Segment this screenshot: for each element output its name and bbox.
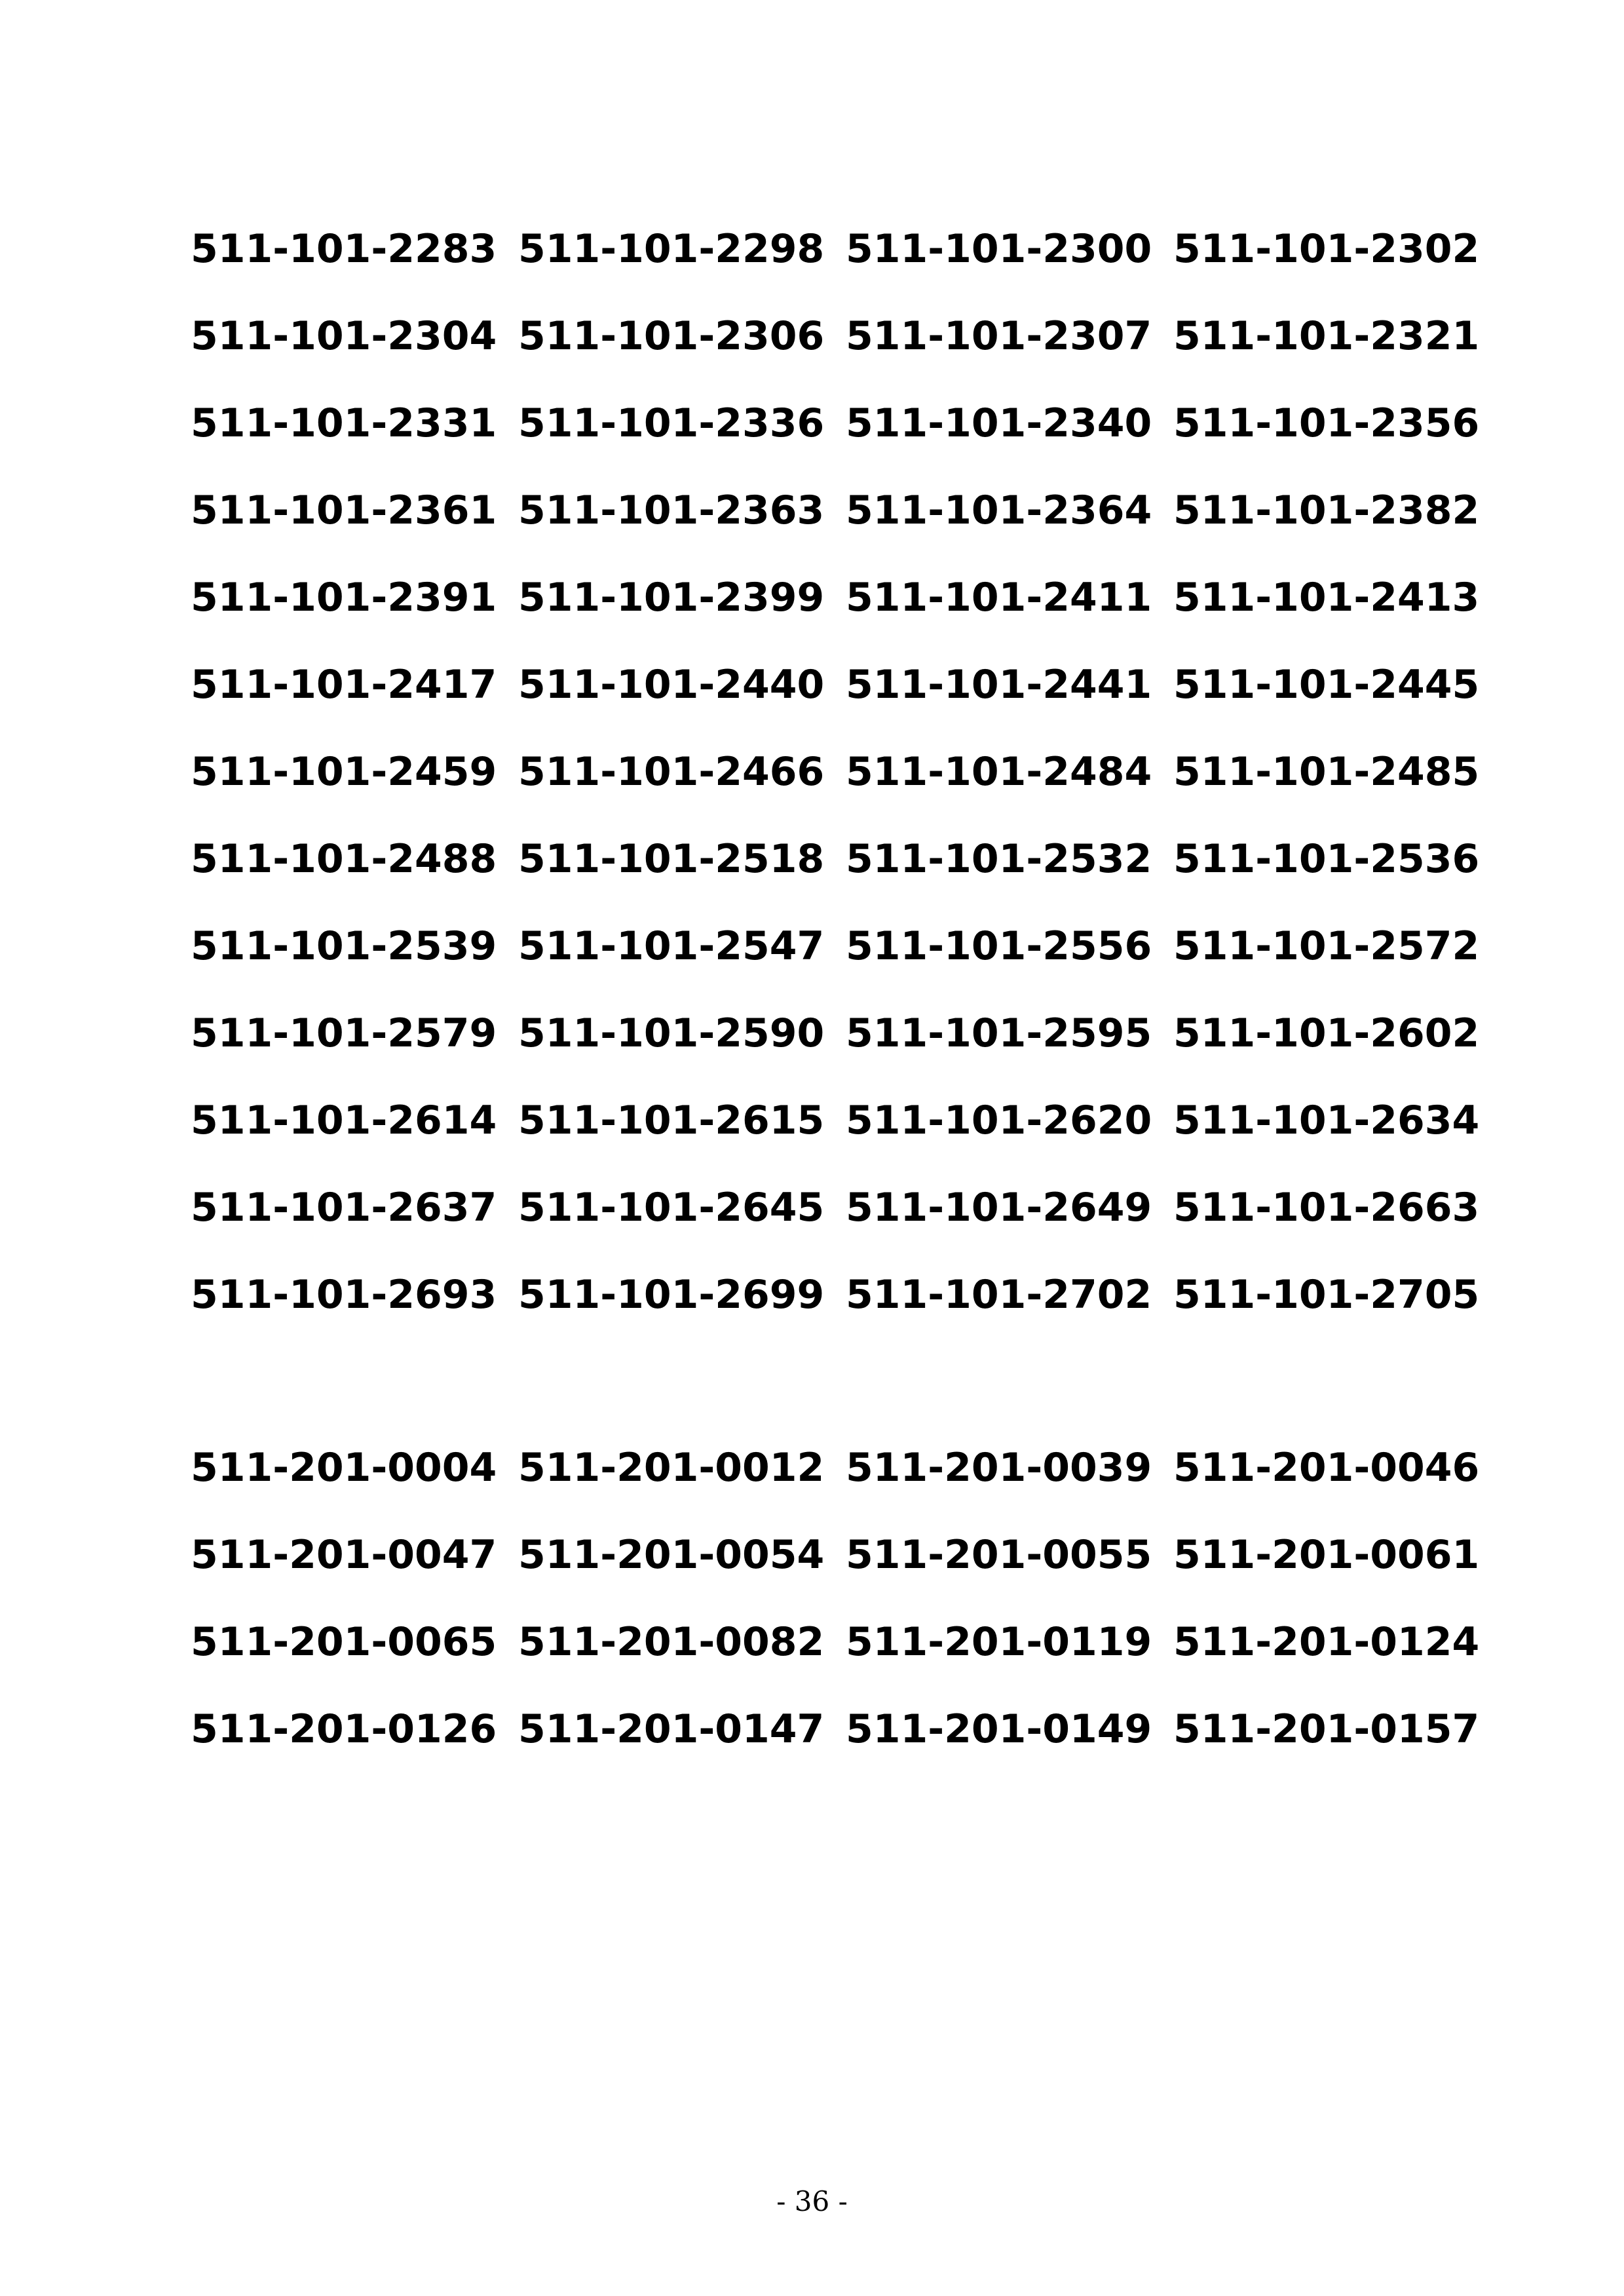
number-entry: 511-101-2615 bbox=[518, 1098, 825, 1143]
number-entry: 511-101-2614 bbox=[191, 1098, 497, 1143]
number-entry: 511-101-2634 bbox=[1173, 1098, 1480, 1143]
number-entry: 511-201-0157 bbox=[1173, 1706, 1480, 1752]
number-entry: 511-201-0055 bbox=[846, 1532, 1152, 1578]
number-entry: 511-101-2663 bbox=[1173, 1185, 1480, 1231]
number-entry: 511-201-0149 bbox=[846, 1706, 1152, 1752]
number-entry: 511-101-2411 bbox=[846, 575, 1152, 621]
number-entry: 511-201-0012 bbox=[518, 1445, 825, 1491]
number-entry: 511-201-0119 bbox=[846, 1619, 1152, 1665]
number-entry: 511-201-0065 bbox=[191, 1619, 497, 1665]
number-entry: 511-101-2556 bbox=[846, 923, 1152, 969]
number-entry: 511-201-0054 bbox=[518, 1532, 825, 1578]
number-entry: 511-101-2645 bbox=[518, 1185, 825, 1231]
number-entry: 511-101-2417 bbox=[191, 662, 497, 708]
number-entry: 511-101-2298 bbox=[518, 226, 825, 272]
number-entry: 511-101-2539 bbox=[191, 923, 497, 969]
number-entry: 511-201-0047 bbox=[191, 1532, 497, 1578]
number-entry: 511-101-2602 bbox=[1173, 1010, 1480, 1056]
number-entry: 511-101-2488 bbox=[191, 836, 497, 882]
number-entry: 511-101-2361 bbox=[191, 488, 497, 533]
number-entry: 511-101-2364 bbox=[846, 488, 1152, 533]
number-entry: 511-101-2485 bbox=[1173, 749, 1480, 795]
number-entry: 511-101-2705 bbox=[1173, 1272, 1480, 1318]
number-entry: 511-101-2484 bbox=[846, 749, 1152, 795]
number-entry: 511-201-0061 bbox=[1173, 1532, 1480, 1578]
number-entry: 511-101-2572 bbox=[1173, 923, 1480, 969]
page-number: - 36 - bbox=[776, 2185, 848, 2217]
number-list-group-511-201 bbox=[191, 1442, 1501, 1790]
number-entry: 511-201-0046 bbox=[1173, 1445, 1480, 1491]
number-entry: 511-201-0082 bbox=[518, 1619, 825, 1665]
number-entry: 511-101-2306 bbox=[518, 313, 825, 359]
number-entry: 511-101-2413 bbox=[1173, 575, 1480, 621]
number-entry: 511-101-2336 bbox=[518, 400, 825, 446]
number-entry: 511-101-2445 bbox=[1173, 662, 1480, 708]
number-entry: 511-201-0124 bbox=[1173, 1619, 1480, 1665]
number-entry: 511-101-2440 bbox=[518, 662, 825, 708]
number-entry: 511-101-2579 bbox=[191, 1010, 497, 1056]
number-entry: 511-101-2620 bbox=[846, 1098, 1152, 1143]
number-entry: 511-101-2595 bbox=[846, 1010, 1152, 1056]
number-entry: 511-101-2637 bbox=[191, 1185, 497, 1231]
number-entry: 511-101-2441 bbox=[846, 662, 1152, 708]
number-entry: 511-201-0126 bbox=[191, 1706, 497, 1752]
number-entry: 511-101-2693 bbox=[191, 1272, 497, 1318]
number-entry: 511-101-2699 bbox=[518, 1272, 825, 1318]
number-entry: 511-101-2283 bbox=[191, 226, 497, 272]
number-entry: 511-101-2382 bbox=[1173, 488, 1480, 533]
number-entry: 511-101-2391 bbox=[191, 575, 497, 621]
number-list-group-511-101 bbox=[191, 223, 1501, 1356]
number-entry: 511-201-0147 bbox=[518, 1706, 825, 1752]
number-entry: 511-101-2340 bbox=[846, 400, 1152, 446]
number-entry: 511-101-2363 bbox=[518, 488, 825, 533]
number-entry: 511-101-2331 bbox=[191, 400, 497, 446]
number-entry: 511-101-2399 bbox=[518, 575, 825, 621]
number-entry: 511-101-2532 bbox=[846, 836, 1152, 882]
number-entry: 511-101-2590 bbox=[518, 1010, 825, 1056]
number-entry: 511-101-2547 bbox=[518, 923, 825, 969]
number-entry: 511-101-2518 bbox=[518, 836, 825, 882]
number-entry: 511-101-2307 bbox=[846, 313, 1152, 359]
number-entry: 511-101-2702 bbox=[846, 1272, 1152, 1318]
number-entry: 511-101-2302 bbox=[1173, 226, 1480, 272]
number-entry: 511-201-0004 bbox=[191, 1445, 497, 1491]
number-entry: 511-101-2321 bbox=[1173, 313, 1480, 359]
number-entry: 511-101-2356 bbox=[1173, 400, 1480, 446]
number-entry: 511-101-2459 bbox=[191, 749, 497, 795]
number-entry: 511-101-2536 bbox=[1173, 836, 1480, 882]
number-entry: 511-101-2649 bbox=[846, 1185, 1152, 1231]
number-entry: 511-101-2304 bbox=[191, 313, 497, 359]
number-entry: 511-101-2466 bbox=[518, 749, 825, 795]
number-entry: 511-101-2300 bbox=[846, 226, 1152, 272]
number-entry: 511-201-0039 bbox=[846, 1445, 1152, 1491]
